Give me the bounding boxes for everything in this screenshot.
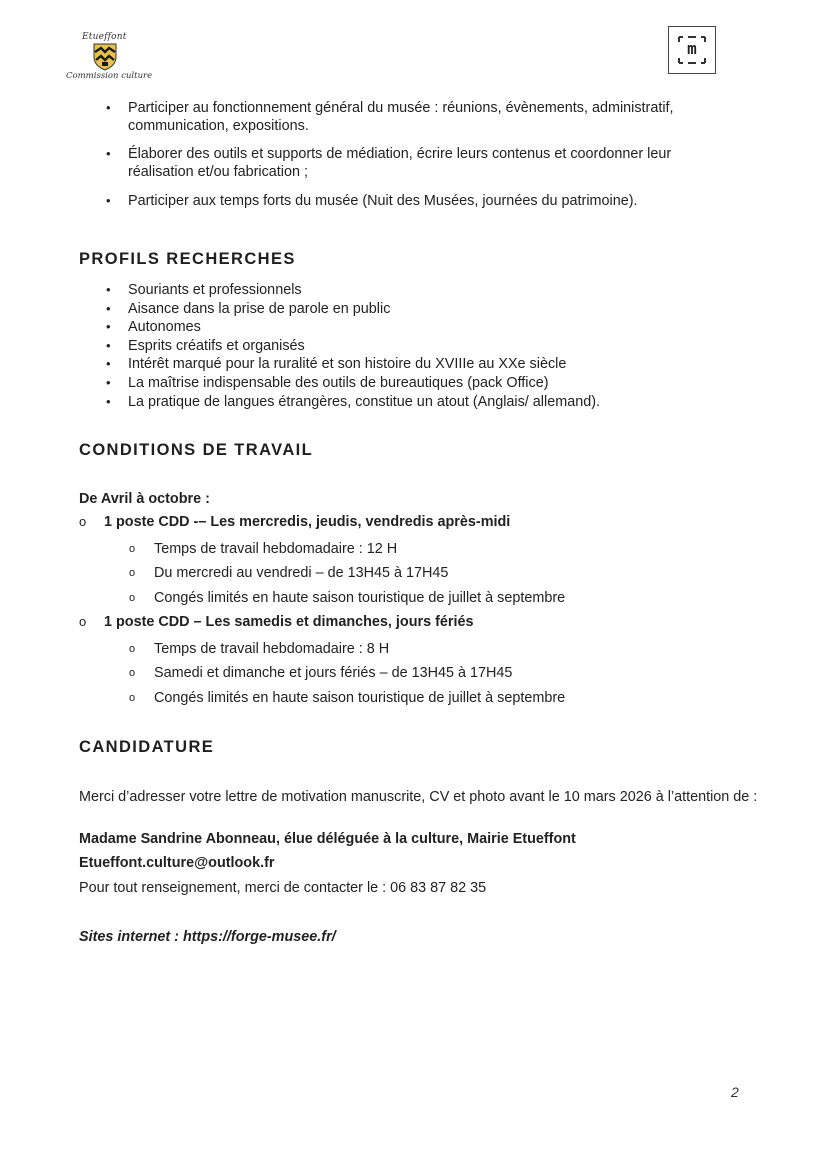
logo-town-name: Etueffont bbox=[82, 32, 127, 42]
circle-bullet-icon: o bbox=[79, 514, 87, 529]
poste-2-title: 1 poste CDD – Les samedis et dimanches, jours fériés bbox=[104, 614, 474, 630]
section-heading-conditions: CONDITIONS DE TRAVAIL bbox=[79, 441, 314, 459]
list-item: • Participer aux temps forts du musée (Nuit des Musées, journées du patrimoine). bbox=[0, 192, 718, 210]
museum-logo-icon bbox=[668, 26, 716, 74]
poste-2-detail: Congés limités en haute saison touristique de juillet à septembre bbox=[154, 690, 566, 706]
list-item: • Élaborer des outils et supports de médiation, écrire leurs contenus et coordonner leur réalisation et/ou fabrication ; bbox=[0, 145, 718, 181]
website-link[interactable]: Sites internet : https://forge-musee.fr/ bbox=[79, 929, 336, 945]
candidature-intro: Merci d’adresser votre lettre de motivation manuscrite, CV et photo avant le 10 mars 2026 à l’attention de : bbox=[79, 789, 758, 805]
page-number: 2 bbox=[731, 1084, 739, 1100]
museum-logo-letter: m bbox=[687, 39, 697, 58]
contact-name: Madame Sandrine Abonneau, élue déléguée à la culture, Mairie Etueffont bbox=[79, 831, 576, 847]
contact-phone: Pour tout renseignement, merci de contacter le : 06 83 87 82 35 bbox=[79, 880, 487, 896]
poste-1-detail: Temps de travail hebdomadaire : 12 H bbox=[154, 541, 398, 557]
list-item: • Participer au fonctionnement général du musée : réunions, évènements, administratif, communication, expositions. bbox=[0, 99, 718, 135]
circle-bullet-icon: o bbox=[129, 567, 136, 579]
poste-1-detail: Du mercredi au vendredi – de 13H45 à 17H45 bbox=[154, 565, 449, 581]
circle-bullet-icon: o bbox=[129, 667, 136, 679]
section-heading-profils: PROFILS RECHERCHES bbox=[79, 250, 296, 268]
circle-bullet-icon: o bbox=[129, 692, 136, 704]
poste-2-detail: Temps de travail hebdomadaire : 8 H bbox=[154, 641, 390, 657]
commune-logo bbox=[66, 30, 153, 84]
period-label: De Avril à octobre : bbox=[79, 491, 210, 507]
circle-bullet-icon: o bbox=[129, 592, 136, 604]
section-heading-candidature: CANDIDATURE bbox=[79, 738, 215, 756]
logo-subtitle: Commission culture bbox=[66, 71, 153, 81]
list-item: • La maîtrise indispensable des outils de bureautiques (pack Office) bbox=[0, 374, 718, 393]
list-item: • Esprits créatifs et organisés bbox=[0, 337, 718, 356]
coat-of-arms-icon bbox=[93, 43, 117, 71]
circle-bullet-icon: o bbox=[129, 543, 136, 555]
circle-bullet-icon: o bbox=[129, 643, 136, 655]
poste-2-detail: Samedi et dimanche et jours fériés – de 13H45 à 17H45 bbox=[154, 665, 513, 681]
list-item: • Autonomes bbox=[0, 318, 718, 337]
list-item: • Intérêt marqué pour la ruralité et son histoire du XVIIIe au XXe siècle bbox=[0, 355, 718, 374]
list-item: • Souriants et professionnels bbox=[0, 281, 718, 300]
poste-1-detail: Congés limités en haute saison touristique de juillet à septembre bbox=[154, 590, 566, 606]
list-item: • Aisance dans la prise de parole en public bbox=[0, 300, 718, 319]
circle-bullet-icon: o bbox=[79, 614, 87, 629]
contact-email[interactable]: Etueffont.culture@outlook.fr bbox=[79, 855, 275, 871]
missions-list bbox=[0, 99, 718, 210]
list-item: • La pratique de langues étrangères, constitue un atout (Anglais/ allemand). bbox=[0, 393, 718, 412]
profils-list bbox=[0, 281, 718, 411]
poste-1-title: 1 poste CDD -– Les mercredis, jeudis, vendredis après-midi bbox=[104, 514, 511, 530]
